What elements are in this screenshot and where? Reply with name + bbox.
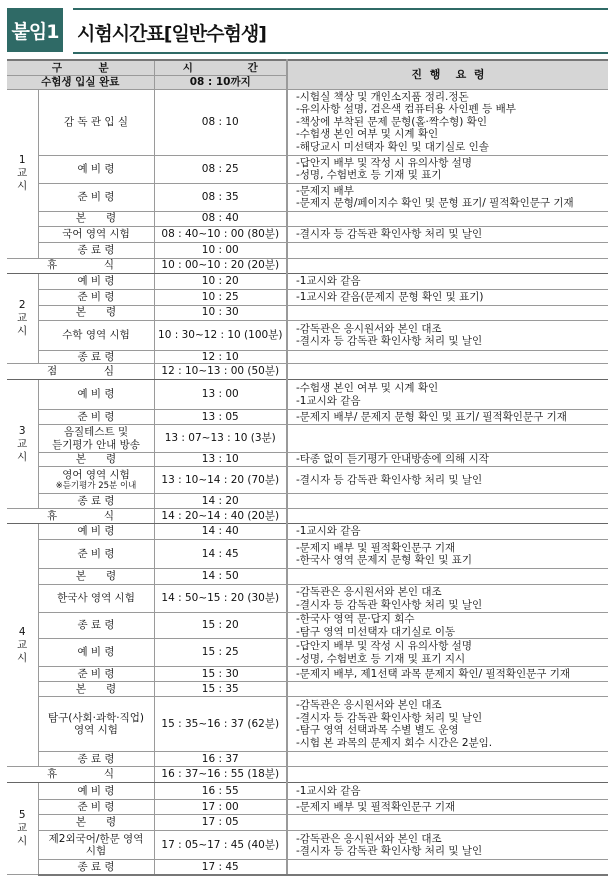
step-name: 준 비 령: [77, 667, 115, 680]
step-name: 본 령: [75, 453, 117, 466]
procedure-item: -답안지 배부 및 작성 시 유의사항 설명: [296, 156, 472, 169]
step-procedure: [287, 410, 608, 425]
schedule-row: [7, 410, 608, 425]
step-name-cell: [38, 320, 154, 350]
step-name-cell: [38, 639, 154, 667]
period-label: [7, 273, 38, 364]
break-name: 휴 식: [7, 258, 154, 273]
step-procedure: [287, 697, 608, 752]
step-name: 본 령: [75, 682, 117, 695]
step-time: 10 : 00: [154, 242, 287, 258]
step-name: 예 비 령: [77, 274, 115, 287]
step-time: 14 : 50~15 : 20 (30분): [154, 585, 287, 613]
procedure-item: -성명, 수험번호 등 기재 및 표기 지시: [296, 652, 466, 665]
step-time: 17 : 05~17 : 45 (40분): [154, 831, 287, 860]
step-name: 예 비 령: [77, 646, 115, 659]
step-time: 13 : 10: [154, 453, 287, 467]
procedure-item: -1교시와 같음(문제지 문형 확인 및 표기): [296, 290, 484, 303]
step-procedure: [287, 639, 608, 667]
schedule-row: [7, 569, 608, 585]
period-label-text: 1교시: [17, 154, 28, 192]
schedule-row: [7, 800, 608, 815]
step-time: 15 : 35: [154, 682, 287, 697]
header-procedure: 진 행 요 령: [287, 60, 608, 89]
period-label: [7, 89, 38, 258]
schedule-row: [7, 585, 608, 613]
schedule-row: [7, 783, 608, 800]
step-procedure: [287, 682, 608, 697]
step-procedure: [287, 800, 608, 815]
step-name-cell: [38, 211, 154, 226]
procedure-item: -탐구 영역 미선택자 대기실로 이동: [296, 625, 456, 638]
step-time: 16 : 55: [154, 783, 287, 800]
procedure-item: -결시자 등 감독관 확인사항 처리 및 날인: [296, 598, 483, 611]
step-name-cell: [38, 425, 154, 453]
step-name-cell: [38, 350, 154, 364]
step-procedure: [287, 540, 608, 569]
schedule-row: [7, 860, 608, 875]
schedule-row: [7, 540, 608, 569]
step-time: 15 : 25: [154, 639, 287, 667]
step-procedure: [287, 752, 608, 767]
step-time: 13 : 10~14 : 20 (70분): [154, 467, 287, 494]
step-time: 14 : 50: [154, 569, 287, 585]
step-time: 08 : 40: [154, 211, 287, 226]
title-bar: [73, 8, 608, 54]
step-name-cell: [38, 815, 154, 831]
step-name: 본 령: [75, 306, 117, 319]
break-time: 10 : 00~10 : 20 (20분): [154, 258, 287, 273]
procedure-item: -수험생 본인 여부 및 시계 확인: [296, 128, 439, 141]
break-time: 12 : 10~13 : 00 (50분): [154, 364, 287, 380]
period-label: [7, 524, 38, 767]
step-procedure: [287, 211, 608, 226]
step-time: 16 : 37: [154, 752, 287, 767]
procedure-item: -답안지 배부 및 작성 시 유의사항 설명: [296, 640, 472, 652]
step-name-cell: [38, 800, 154, 815]
break-notes: [287, 364, 608, 380]
step-procedure: [287, 183, 608, 211]
procedure-item: -결시자 등 감독관 확인사항 처리 및 날인: [296, 227, 483, 240]
step-time: 17 : 45: [154, 860, 287, 875]
schedule-row: [7, 289, 608, 305]
step-name-cell: [38, 613, 154, 639]
step-name: 종 료 령: [77, 619, 115, 632]
step-name: 제2외국어/한문 영역 시험: [48, 832, 144, 857]
step-name-cell: [38, 524, 154, 540]
procedure-item: -문제지 배부 및 필적확인문구 기재: [296, 800, 456, 813]
step-time: 14 : 40: [154, 524, 287, 540]
procedure-item: -해당교시 미선택자 확인 및 대기실로 인솔: [296, 140, 489, 153]
schedule-row: [7, 697, 608, 752]
procedure-item: -시험실 책상 및 개인소지품 정리.정돈: [296, 90, 469, 103]
step-time: 12 : 10: [154, 350, 287, 364]
step-procedure: [287, 350, 608, 364]
break-row: [7, 364, 608, 380]
step-name: 종 료 령: [77, 752, 115, 765]
schedule-row: [7, 815, 608, 831]
step-name-cell: [38, 183, 154, 211]
page-title: 시험시간표[일반수험생]: [77, 23, 266, 45]
schedule-body: [7, 89, 608, 875]
schedule-row: [7, 155, 608, 183]
break-row: [7, 509, 608, 524]
exam-schedule-table: [7, 59, 608, 876]
procedure-item: -1교시와 같음: [296, 525, 361, 538]
step-time: 13 : 00: [154, 380, 287, 410]
schedule-row: [7, 667, 608, 682]
step-name-cell: [38, 305, 154, 320]
step-time: 08 : 10: [154, 89, 287, 155]
break-notes: [287, 258, 608, 273]
procedure-item: -문제지 배부 및 필적확인문구 기재: [296, 541, 456, 554]
break-notes: [287, 767, 608, 783]
schedule-row: [7, 752, 608, 767]
period-label-text: 3교시: [17, 424, 28, 463]
step-name-cell: [38, 540, 154, 569]
procedure-item: -타종 없이 듣기평가 안내방송에 의해 시작: [296, 453, 489, 466]
step-procedure: [287, 585, 608, 613]
procedure-item: -문제지 문형/페이지수 확인 및 문형 표기/ 필적확인문구 기재: [296, 197, 574, 209]
step-name: 국어 영역 시험: [62, 227, 130, 240]
step-name: 종 료 령: [77, 243, 115, 256]
step-name-cell: [38, 226, 154, 242]
step-time: 08 : 35: [154, 183, 287, 211]
step-name-cell: [38, 155, 154, 183]
break-row: [7, 258, 608, 273]
step-time: 13 : 05: [154, 410, 287, 425]
schedule-row: [7, 425, 608, 453]
break-time: 14 : 20~14 : 40 (20분): [154, 509, 287, 524]
step-name-cell: [38, 242, 154, 258]
step-name-cell: [38, 585, 154, 613]
procedure-item: -한국사 영역 문·답지 회수: [296, 613, 415, 625]
schedule-row: [7, 183, 608, 211]
step-name-cell: [38, 380, 154, 410]
schedule-row: [7, 350, 608, 364]
period-label-text: 4교시: [17, 625, 28, 664]
procedure-item: -감독관은 응시원서와 본인 대조: [296, 699, 442, 711]
step-time: 10 : 30~12 : 10 (100분): [154, 320, 287, 350]
procedure-item: -한국사 영역 문제지 문형 확인 및 표기: [296, 554, 472, 566]
step-name: 예 비 령: [77, 388, 115, 401]
procedure-item: -1교시와 같음: [296, 784, 361, 797]
step-procedure: [287, 453, 608, 467]
step-name: 준 비 령: [77, 800, 115, 813]
step-name: 예 비 령: [77, 525, 115, 538]
procedure-item: -유의사항 설명, 검은색 컴퓨터용 사인펜 등 배부: [296, 103, 516, 116]
procedure-item: -결시자 등 감독관 확인사항 처리 및 날인: [296, 711, 483, 724]
step-name-cell: [38, 831, 154, 860]
step-procedure: [287, 831, 608, 860]
step-procedure: [287, 226, 608, 242]
step-procedure: [287, 613, 608, 639]
step-procedure: [287, 89, 608, 155]
step-name: 본 령: [75, 212, 117, 225]
step-name: 본 령: [75, 570, 117, 583]
step-name: 영어 영역 시험: [62, 468, 130, 481]
step-name: 본 령: [75, 816, 117, 829]
step-time: 08 : 25: [154, 155, 287, 183]
procedure-item: -1교시와 같음: [296, 274, 361, 287]
procedure-item: -결시자 등 감독관 확인사항 처리 및 날인: [296, 845, 483, 857]
schedule-row: [7, 453, 608, 467]
header-category: 구 분: [7, 60, 154, 75]
break-row: [7, 767, 608, 783]
step-time: 10 : 30: [154, 305, 287, 320]
step-name-cell: [38, 752, 154, 767]
step-procedure: [287, 524, 608, 540]
step-name: 수학 영역 시험: [62, 328, 130, 341]
step-procedure: [287, 425, 608, 453]
break-notes: [287, 509, 608, 524]
step-name-cell: [38, 569, 154, 585]
step-name-cell: [38, 783, 154, 800]
step-name: 예 비 령: [77, 784, 115, 797]
step-procedure: [287, 667, 608, 682]
step-time: 17 : 00: [154, 800, 287, 815]
procedure-item: -문제지 배부: [296, 184, 354, 197]
step-procedure: [287, 155, 608, 183]
procedure-item: -감독관은 응시원서와 본인 대조: [296, 322, 442, 335]
step-time: 15 : 20: [154, 613, 287, 639]
schedule-row: [7, 380, 608, 410]
break-name: 점 심: [7, 364, 154, 380]
step-name-cell: [38, 289, 154, 305]
step-time: 15 : 30: [154, 667, 287, 682]
step-name: 음질테스트 및 듣기평가 안내 방송: [52, 426, 140, 451]
step-procedure: [287, 242, 608, 258]
step-procedure: [287, 783, 608, 800]
step-name-cell: [38, 467, 154, 494]
step-name: 준 비 령: [77, 547, 115, 560]
procedure-item: -1교시와 같음: [296, 394, 361, 407]
schedule-row: [7, 226, 608, 242]
step-procedure: [287, 494, 608, 509]
schedule-row: [7, 613, 608, 639]
step-name: 한국사 영역 시험: [57, 592, 135, 605]
schedule-row: [7, 211, 608, 226]
step-name-cell: [38, 667, 154, 682]
schedule-row: [7, 273, 608, 289]
entry-time: 08 : 10까지: [154, 75, 287, 89]
break-name: 휴 식: [7, 767, 154, 783]
step-name: 준 비 령: [77, 190, 115, 203]
procedure-item: -감독관은 응시원서와 본인 대조: [296, 586, 442, 598]
step-name: 준 비 령: [77, 410, 115, 423]
attachment-badge: 붙임1: [7, 8, 63, 52]
step-time: 17 : 05: [154, 815, 287, 831]
step-name-cell: [38, 453, 154, 467]
schedule-row: [7, 89, 608, 155]
step-name: 종 료 령: [77, 494, 115, 507]
step-procedure: [287, 320, 608, 350]
step-name: 준 비 령: [77, 290, 115, 303]
step-procedure: [287, 380, 608, 410]
header-time: 시 간: [154, 60, 287, 75]
step-procedure: [287, 815, 608, 831]
step-name: 종 료 령: [77, 350, 115, 363]
step-procedure: [287, 860, 608, 875]
period-label-text: 2교시: [17, 298, 28, 337]
break-name: 휴 식: [7, 509, 154, 524]
procedure-item: -문제지 배부, 제1선택 과목 문제지 확인/ 필적확인문구 기재: [296, 667, 570, 680]
step-time: 10 : 20: [154, 273, 287, 289]
schedule-row: [7, 467, 608, 494]
procedure-item: -감독관은 응시원서와 본인 대조: [296, 832, 442, 845]
period-label-text: 5교시: [17, 809, 28, 847]
step-time: 08 : 40~10 : 00 (80분): [154, 226, 287, 242]
schedule-row: [7, 320, 608, 350]
step-time: 15 : 35~16 : 37 (62분): [154, 697, 287, 752]
step-name: 탐구(사회·과학·직업) 영역 시험: [47, 711, 144, 736]
procedure-item: -문제지 배부/ 문제지 문형 확인 및 표기/ 필적확인문구 기재: [296, 410, 567, 423]
step-name-cell: [38, 860, 154, 875]
procedure-item: -수험생 본인 여부 및 시계 확인: [296, 382, 439, 394]
period-label: [7, 380, 38, 509]
period-label: [7, 783, 38, 875]
step-procedure: [287, 305, 608, 320]
break-time: 16 : 37~16 : 55 (18분): [154, 767, 287, 783]
step-name-cell: [38, 494, 154, 509]
step-name: 종 료 령: [77, 860, 115, 873]
step-procedure: [287, 273, 608, 289]
step-time: 14 : 45: [154, 540, 287, 569]
step-time: 10 : 25: [154, 289, 287, 305]
schedule-row: [7, 494, 608, 509]
step-name-cell: [38, 273, 154, 289]
step-procedure: [287, 289, 608, 305]
step-name-cell: [38, 682, 154, 697]
step-note: ※듣기평가 25분 이내: [55, 481, 137, 492]
procedure-item: -결시자 등 감독관 확인사항 처리 및 날인: [296, 473, 483, 486]
step-procedure: [287, 467, 608, 494]
step-procedure: [287, 569, 608, 585]
step-name: 감 독 관 입 실: [63, 115, 129, 128]
step-time: 13 : 07~13 : 10 (3분): [154, 425, 287, 453]
schedule-row: [7, 831, 608, 860]
entry-label: 수험생 입실 완료: [7, 75, 154, 89]
schedule-row: [7, 639, 608, 667]
step-name-cell: [38, 697, 154, 752]
schedule-row: [7, 524, 608, 540]
procedure-item: -책상에 부착된 문제 문형(홀·짝수형) 확인: [296, 115, 487, 128]
step-name-cell: [38, 410, 154, 425]
procedure-item: -시험 본 과목의 문제지 회수 시간은 2분임.: [296, 736, 493, 749]
step-time: 14 : 20: [154, 494, 287, 509]
procedure-item: -성명, 수험번호 등 기재 및 표기: [296, 169, 442, 181]
schedule-row: [7, 682, 608, 697]
schedule-row: [7, 242, 608, 258]
step-name: 예 비 령: [77, 162, 115, 175]
step-name-cell: [38, 89, 154, 155]
procedure-item: -탐구 영역 선택과목 수별 별도 운영: [296, 724, 459, 736]
schedule-row: [7, 305, 608, 320]
procedure-item: -결시자 등 감독관 확인사항 처리 및 날인: [296, 335, 483, 347]
